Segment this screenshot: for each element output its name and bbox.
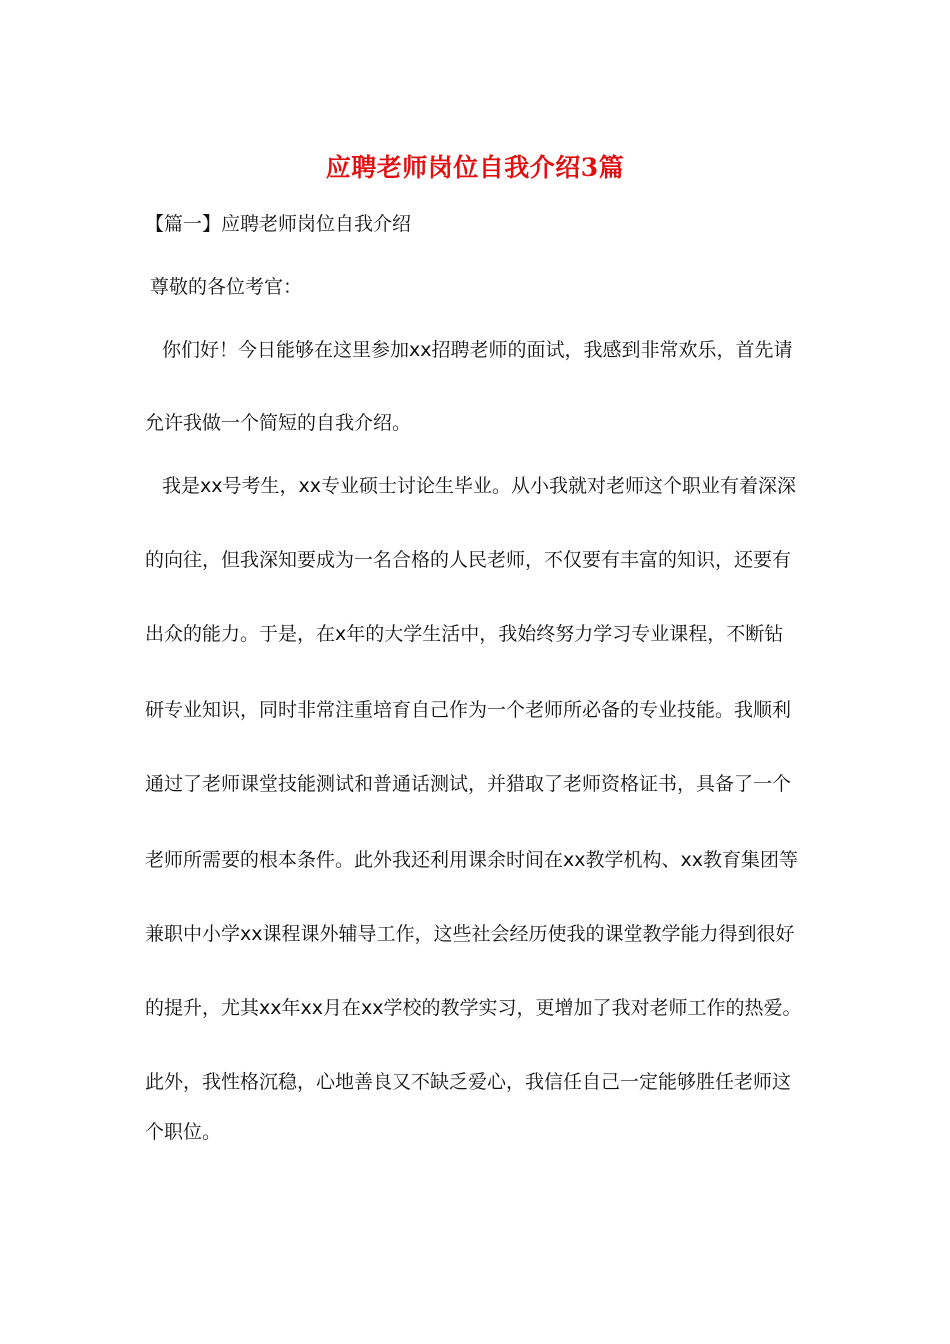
body-line: 允许我做一个简短的自我介绍。 bbox=[145, 412, 412, 434]
body-line: 我是xx号考生，xx专业硕士讨论生毕业。从小我就对老师这个职业有着深深 bbox=[162, 475, 796, 497]
body-line: 兼职中小学xx课程课外辅导工作，这些社会经历使我的课堂教学能力得到很好 bbox=[145, 923, 795, 945]
section-heading: 【篇一】应聘老师岗位自我介绍 bbox=[145, 213, 412, 235]
document-title: 应聘老师岗位自我介绍3篇 bbox=[325, 153, 625, 182]
body-line: 出众的能力。于是，在x年的大学生活中，我始终努力学习专业课程，不断钻 bbox=[145, 623, 784, 645]
body-line: 你们好！今日能够在这里参加xx招聘老师的面试，我感到非常欢乐，首先请 bbox=[162, 339, 793, 361]
body-line: 通过了老师课堂技能测试和普通话测试，并猎取了老师资格证书，具备了一个 bbox=[145, 773, 792, 795]
body-line: 的提升，尤其xx年xx月在xx学校的教学实习，更增加了我对老师工作的热爱。 bbox=[145, 997, 802, 1019]
body-line: 老师所需要的根本条件。此外我还利用课余时间在xx教学机构、xx教育集团等 bbox=[145, 849, 798, 871]
body-line: 的向往，但我深知要成为一名合格的人民老师，不仅要有丰富的知识，还要有 bbox=[145, 549, 792, 571]
salutation: 尊敬的各位考官： bbox=[150, 276, 303, 298]
body-line: 研专业知识，同时非常注重培育自己作为一个老师所必备的专业技能。我顺利 bbox=[145, 699, 792, 721]
body-line: 个职位。 bbox=[145, 1121, 222, 1143]
body-line: 此外，我性格沉稳，心地善良又不缺乏爱心，我信任自己一定能够胜任老师这 bbox=[145, 1071, 792, 1093]
